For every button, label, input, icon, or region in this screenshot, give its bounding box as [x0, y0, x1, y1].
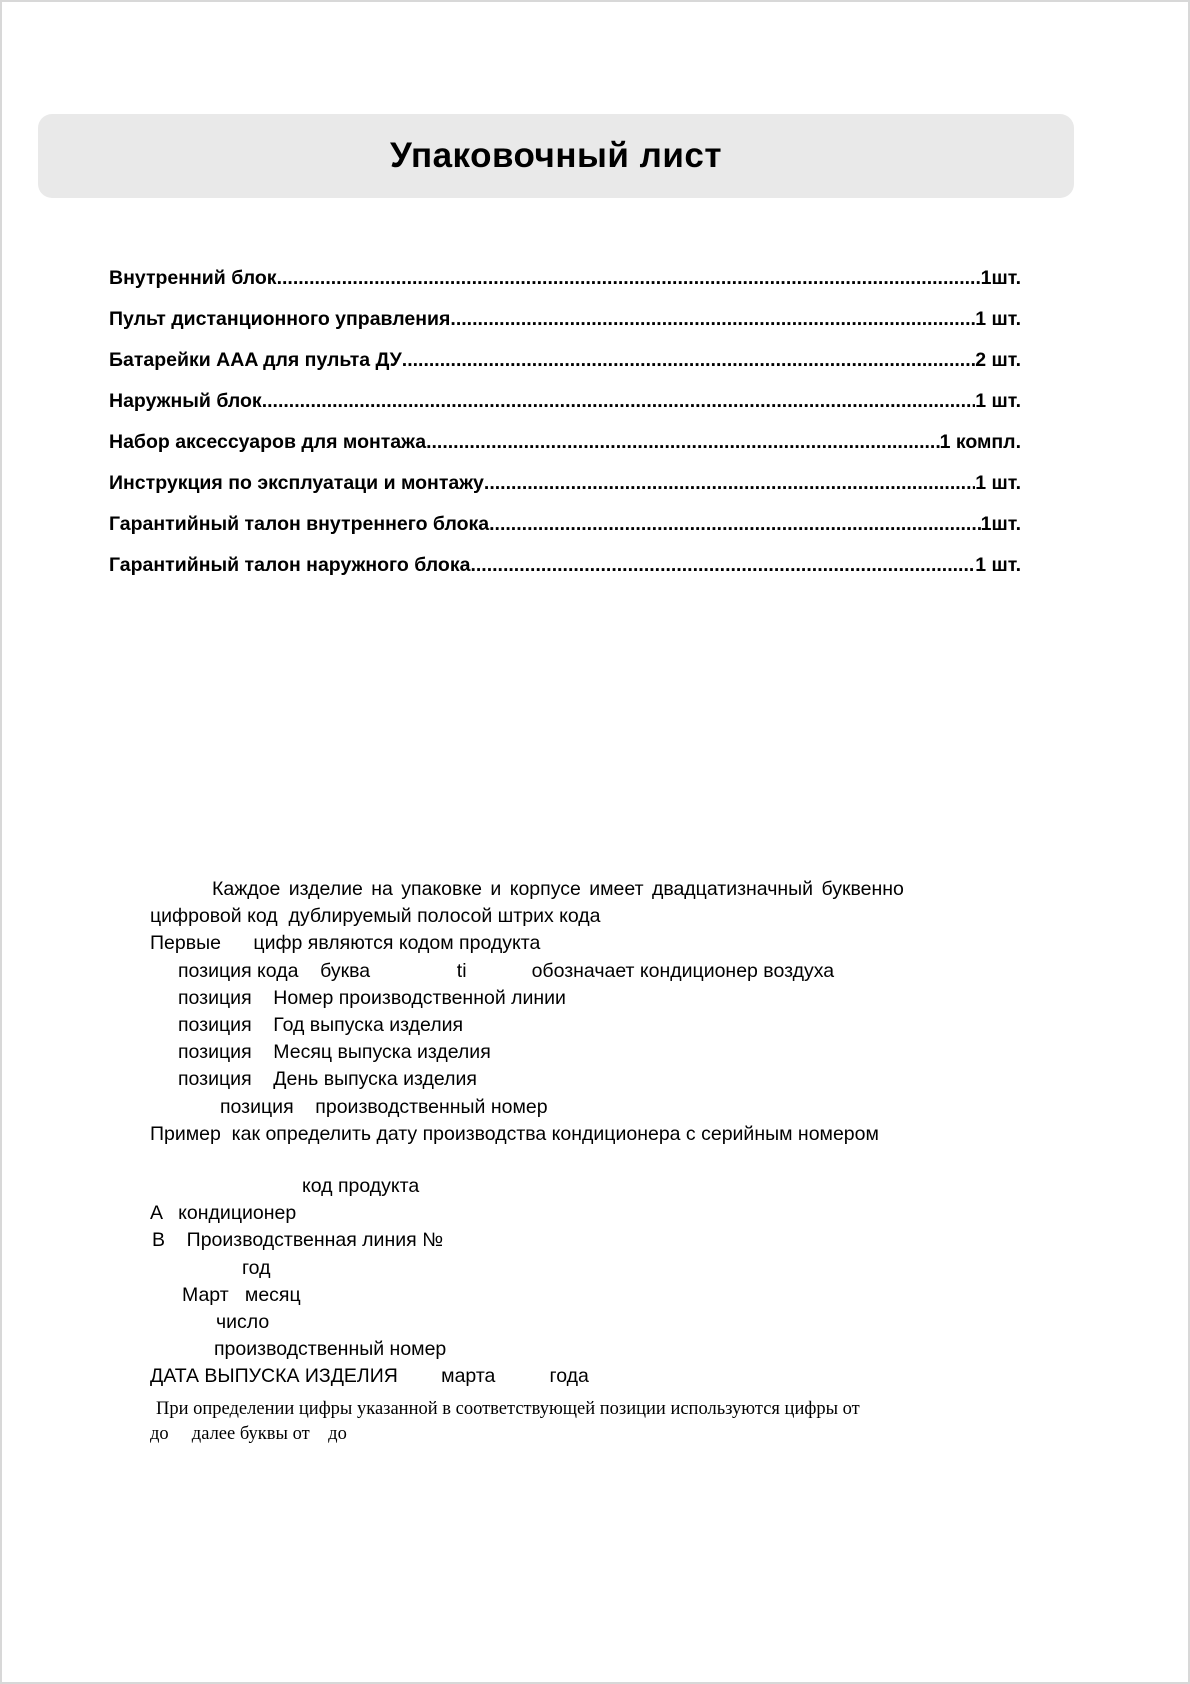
serial-info-line: производственный номер — [214, 1338, 447, 1361]
serial-info-line: A кондиционер — [150, 1202, 297, 1225]
packing-list-item — [109, 430, 1021, 471]
title-banner — [38, 114, 1074, 198]
dot-leader — [470, 553, 975, 577]
serial-info-line: позиция Месяц выпуска изделия — [178, 1041, 491, 1064]
dot-leader — [426, 430, 939, 454]
serial-info-line: При определении цифры указанной в соответствующей позиции используются цифры от — [156, 1398, 860, 1419]
dot-leader — [262, 389, 976, 413]
item-label: Пульт дистанционного управления — [109, 308, 451, 330]
serial-info-line: позиция производственный номер — [220, 1095, 548, 1118]
serial-info-line: позиция Номер производственной линии — [178, 986, 566, 1009]
serial-info-line: Март месяц — [182, 1283, 301, 1306]
serial-info-line: B Производственная линия № — [152, 1229, 444, 1252]
serial-info-line: год — [242, 1256, 271, 1279]
item-quantity: 1 шт. — [975, 472, 1021, 494]
serial-info-line: позиция Год выпуска изделия — [178, 1014, 464, 1037]
serial-info-line: Каждое изделие на упаковке и корпусе имеет двадцатизначный буквенно — [212, 878, 904, 900]
item-quantity: 1 шт. — [975, 554, 1021, 576]
packing-list — [109, 266, 1021, 594]
packing-list-item — [109, 471, 1021, 512]
item-label: Гарантийный талон внутреннего блока — [109, 513, 490, 535]
item-label: Внутренний блок — [109, 267, 277, 289]
serial-info-line: цифровой код дублируемый полосой штрих кода — [150, 905, 601, 928]
item-label: Инструкция по эксплуатаци и монтажу — [109, 472, 484, 494]
dot-leader — [450, 307, 975, 331]
item-label: Батарейки AAA для пульта ДУ — [109, 349, 402, 371]
packing-list-item — [109, 389, 1021, 430]
item-quantity: 1шт. — [980, 513, 1021, 535]
dot-leader — [277, 266, 981, 290]
serial-info-line: Пример как определить дату производства кондиционера с серийным номером — [150, 1122, 879, 1145]
item-quantity: 2 шт. — [975, 349, 1021, 371]
packing-list-item — [109, 553, 1021, 594]
item-quantity: 1 компл. — [939, 431, 1021, 453]
item-quantity: 1 шт. — [975, 390, 1021, 412]
item-label: Набор аксессуаров для монтажа — [109, 431, 427, 453]
serial-info-line: позиция День выпуска изделия — [178, 1068, 477, 1091]
serial-info-line: ДАТА ВЫПУСКА ИЗДЕЛИЯ марта года — [150, 1365, 589, 1388]
item-label: Наружный блок — [109, 390, 262, 412]
item-label: Гарантийный талон наружного блока — [109, 554, 471, 576]
serial-info-line: число — [216, 1311, 270, 1334]
dot-leader — [484, 471, 975, 495]
serial-info-section — [150, 876, 1090, 1447]
packing-list-item — [109, 307, 1021, 348]
packing-list-item — [109, 348, 1021, 389]
serial-info-line: до далее буквы от до — [150, 1423, 347, 1444]
dot-leader — [402, 348, 975, 372]
item-quantity: 1 шт. — [975, 308, 1021, 330]
serial-info-line: код продукта — [302, 1175, 420, 1198]
page-title: Упаковочный лист — [390, 136, 722, 175]
serial-info-line: позиция кода буква ti обозначает кондиционер воздуха — [178, 959, 835, 982]
item-quantity: 1шт. — [980, 267, 1021, 289]
packing-list-item — [109, 266, 1021, 307]
serial-info-line: Первые цифр являются кодом продукта — [150, 932, 541, 955]
dot-leader — [489, 512, 981, 536]
packing-list-item — [109, 512, 1021, 553]
